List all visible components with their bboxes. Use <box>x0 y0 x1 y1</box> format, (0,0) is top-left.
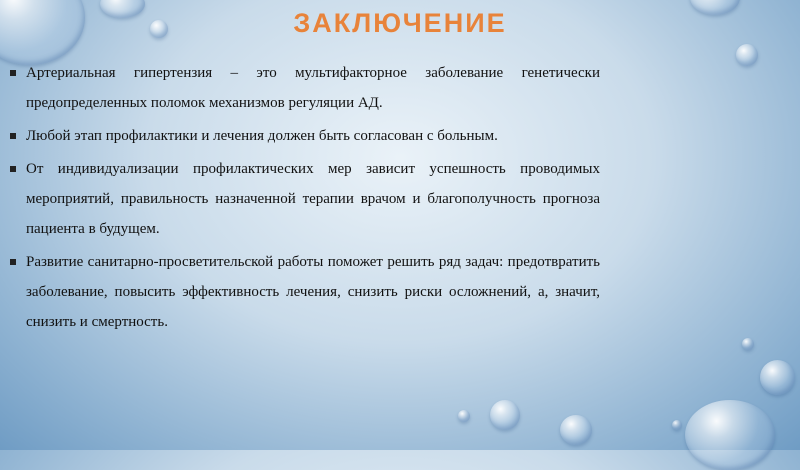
list-item: Артериальная гипертензия – это мультифакторное заболевание генетически предопределенных поломок механизмов регуляции АД. <box>10 58 600 118</box>
water-drop-icon <box>672 420 682 430</box>
slide-title: ЗАКЛЮЧЕНИЕ <box>293 8 507 38</box>
list-item: Любой этап профилактики и лечения должен быть согласован с больным. <box>10 121 600 151</box>
water-drop-icon <box>742 338 754 350</box>
water-drop-icon <box>736 44 758 66</box>
list-item: Развитие санитарно-просветительской работы поможет решить ряд задач: предотвратить заболевание, повысить эффективность лечения, снизить риски осложнений, а, значит, снизить и смертность. <box>10 247 600 337</box>
water-drop-icon <box>560 415 592 445</box>
water-drop-icon <box>760 360 795 395</box>
list-item: От индивидуализации профилактических мер зависит успешность проводимых мероприятий, правильность назначенной терапии врачом и благополучность прогноза пациента в будущем. <box>10 154 600 244</box>
bullet-list <box>10 58 600 340</box>
water-drop-icon <box>458 410 470 422</box>
water-drop-icon <box>685 400 775 470</box>
water-drop-icon <box>490 400 520 430</box>
